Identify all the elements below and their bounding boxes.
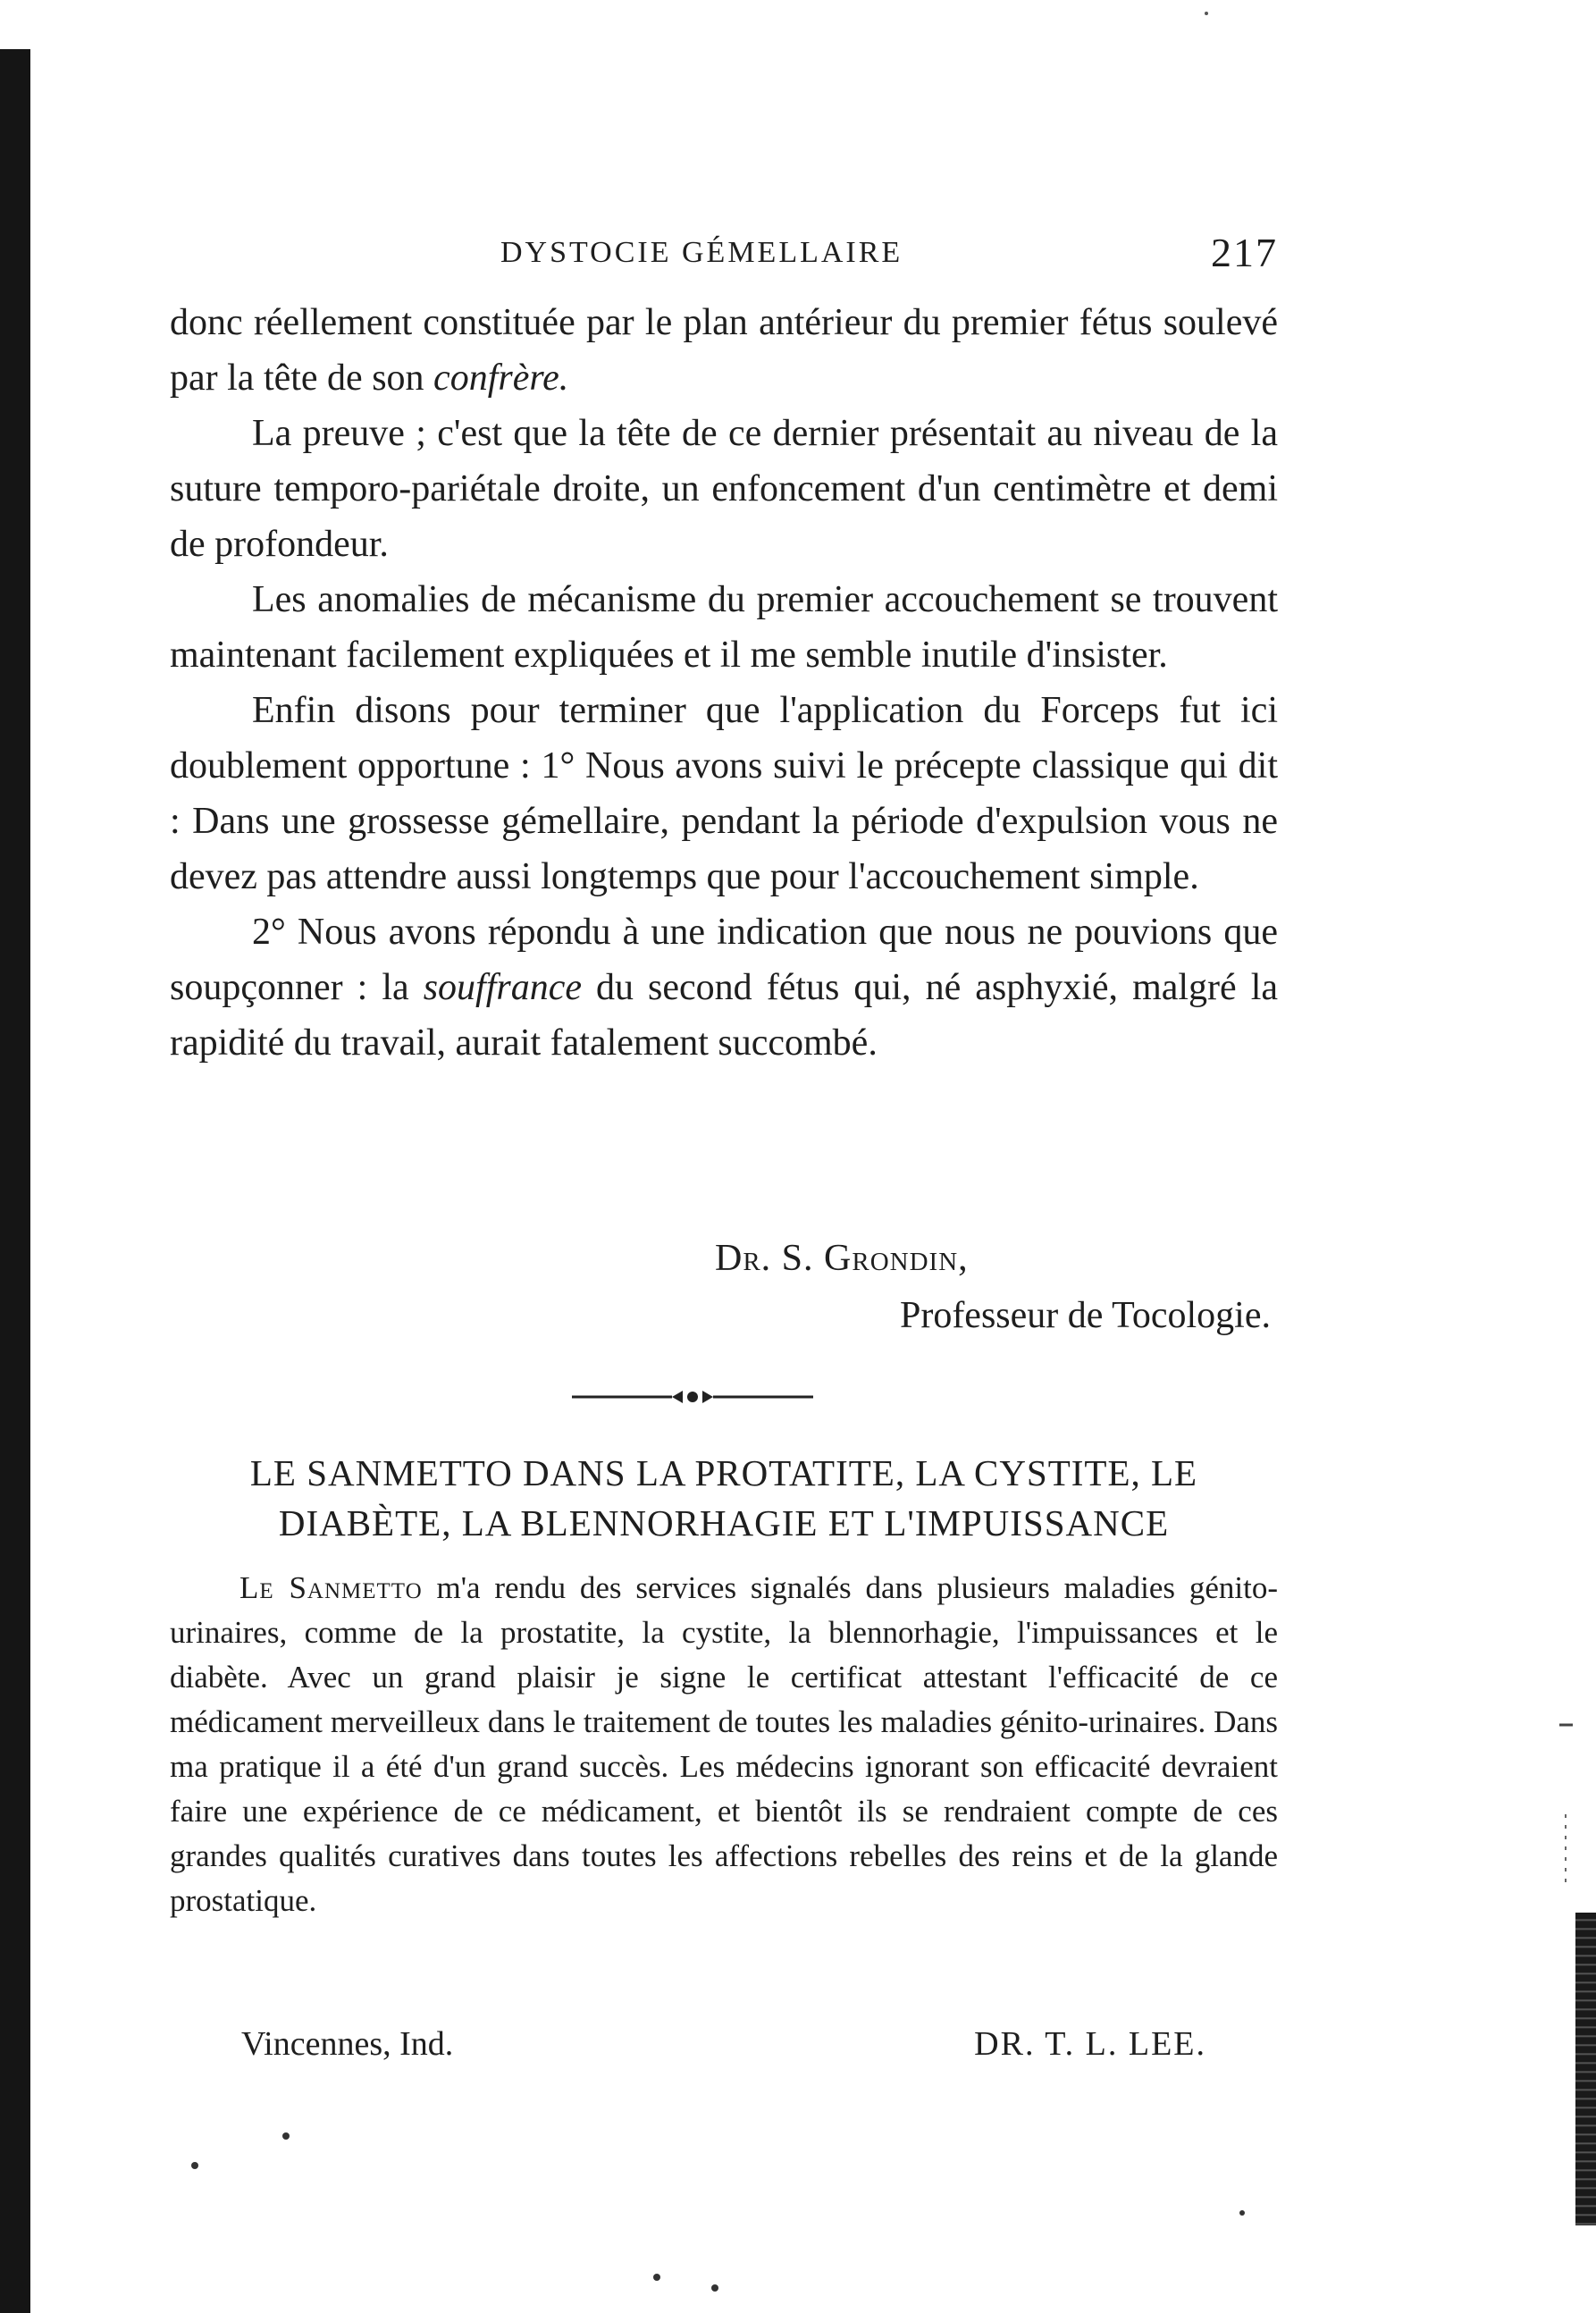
paragraph-5-italic: souffrance <box>423 967 582 1008</box>
paragraph-5-start: 2° Nous avons répondu à une indication que nous ne pouvions que soupçonner : la <box>170 912 1278 1008</box>
running-title: DYSTOCIE GÉMELLAIRE <box>500 236 903 269</box>
paragraph-5-end: du second fétus qui, né asphyxié, malgré la rapidité du travail, aurait fatalement succombé. <box>170 967 1279 1064</box>
signature-title: Professeur de Tocologie. <box>899 1295 1271 1336</box>
section-title-line-1: LE SANMETTO DANS LA PROTATITE, LA CYSTITE, LE <box>249 1452 1198 1493</box>
section-title-line-2: DIABÈTE, LA BLENNORHAGIE ET L'IMPUISSANCE <box>278 1502 1170 1543</box>
testimonial-author: DR. T. L. LEE. <box>974 2025 1206 2063</box>
paragraph-4: Enfin disons pour terminer que l'application du Forceps fut ici doublement opportune : 1° Nous avons suivi le précepte classique qui dit : Dans une grossesse gémellaire, pendant la période d'expulsion vous ne devez pas attendre aussi longtemps que pour l'accouchement simple. <box>170 690 1278 897</box>
paragraph-3: Les anomalies de mécanisme du premier accouchement se trouvent maintenant facilement expliquées et il me semble inutile d'insister. <box>170 579 1278 676</box>
testimonial-place: Vincennes, Ind. <box>241 2025 454 2063</box>
page-number: 217 <box>1211 230 1278 275</box>
testimonial-body: m'a rendu des services signalés dans plusieurs maladies génito-urinaires, comme de la prostatite, la cystite, la blennorhagie, l'impuissances et le diabète. Avec un grand plaisir je signe le certificat attestant l'efficacité de ce médicament merveilleux dans le traitement de toutes les maladies génito-urinaires. Dans ma pratique il a été d'un grand succès. Les médecins ignorant son efficacité devraient faire une expérience de ce médicament, et bientôt ils se rendraient compte de ces grandes qualités curatives dans toutes les affections rebelles des reins et de la glande prostatique. <box>170 1570 1278 1918</box>
signature-name-text: Dr. S. Grondin, <box>715 1238 969 1279</box>
testimonial-brand: Le Sanmetto <box>239 1570 423 1605</box>
paragraph-1-italic: confrère. <box>433 357 569 399</box>
paragraph-2: La preuve ; c'est que la tête de ce dernier présentait au niveau de la suture temporo-pariétale droite, un enfoncement d'un centimètre et demi de profondeur. <box>170 413 1278 565</box>
paragraph-1-text: donc réellement constituée par le plan antérieur du premier fétus soulevé par la tête de son <box>170 302 1278 399</box>
